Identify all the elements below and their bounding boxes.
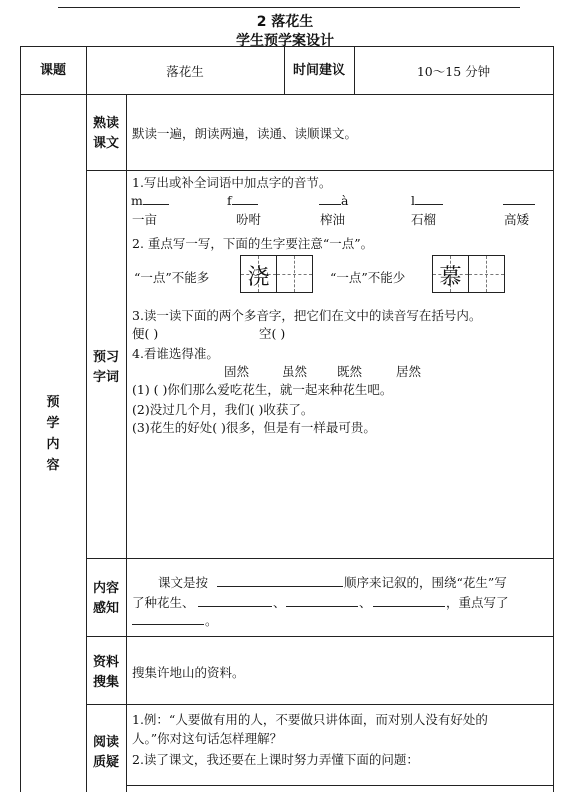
- choice-1: 固然: [224, 364, 250, 379]
- polyphone-2[interactable]: 空( ): [259, 326, 286, 341]
- row-label-yuedu: 阅读 质疑: [92, 735, 119, 770]
- neirong-blank-1[interactable]: [217, 586, 343, 587]
- pinyin-3: à: [319, 192, 348, 208]
- neirong-blank-2[interactable]: [198, 606, 272, 607]
- word-2: 吩咐: [236, 212, 262, 227]
- note-b: “一点”不能少: [330, 270, 406, 285]
- shudu-text: 默读一遍，朗读两遍，读通、读顺课文。: [132, 126, 358, 141]
- header-rule: [58, 7, 520, 8]
- q1-text: 1.写出或补全词语中加点字的音节。: [132, 175, 332, 190]
- row-label-ziliao: 资料 搜集: [92, 655, 119, 690]
- q4-text: 4.看谁选得准。: [132, 346, 219, 361]
- page-title: 学生预学案设计: [236, 33, 334, 49]
- word-1: 一亩: [132, 212, 158, 227]
- word-3: 榨油: [320, 212, 346, 227]
- writing-box-a: 浇: [240, 255, 277, 293]
- neirong-d: ，重点写了: [446, 595, 509, 610]
- row-label-shudu: 熟读 课文: [92, 116, 119, 151]
- neirong-blank-3[interactable]: [286, 606, 358, 607]
- writing-box-b: 慕: [432, 255, 469, 293]
- row-label-neirong: 内容 感知: [92, 581, 119, 616]
- note-a: “一点”不能多: [134, 270, 210, 285]
- pinyin-2: f: [227, 192, 258, 208]
- pinyin-5: [503, 192, 535, 208]
- word-5: 高矮: [504, 212, 530, 227]
- row-label-yuxi: 预习 字词: [92, 350, 119, 385]
- q2-text: 2. 重点写一写，下面的生字要注意“一点”。: [132, 236, 374, 251]
- neirong-a: 课文是按: [158, 575, 209, 590]
- ziliao-text: 搜集许地山的资料。: [132, 665, 245, 680]
- choice-2: 虽然: [282, 364, 308, 379]
- section-label: 预 学 内 容: [46, 395, 60, 473]
- neirong-sep-1: 、: [273, 595, 286, 610]
- polyphone-1[interactable]: 便( ): [132, 326, 159, 341]
- q3-text: 3.读一读下面的两个多音字，把它们在文中的读音写在括号内。: [132, 308, 482, 323]
- neirong-end: 。: [205, 613, 218, 628]
- fill-3[interactable]: (3)花生的好处( )很多，但是有一样最可贵。: [132, 420, 376, 435]
- word-4: 石榴: [411, 212, 437, 227]
- yuedu-line-2: 人。”你对这句话怎样理解？: [132, 731, 283, 746]
- fill-2[interactable]: (2)没过几个月，我们( )收获了。: [132, 402, 314, 417]
- neirong-c: 了种花生、: [132, 595, 195, 610]
- choice-3: 既然: [337, 364, 363, 379]
- choice-4: 居然: [396, 364, 422, 379]
- topic-value: 落花生: [166, 64, 204, 79]
- time-value: 10～15 分钟: [416, 64, 491, 79]
- topic-label: 课题: [39, 63, 66, 78]
- lesson-title: 2 落花生: [256, 14, 314, 30]
- neirong-blank-4[interactable]: [373, 606, 445, 607]
- neirong-blank-5[interactable]: [132, 624, 204, 625]
- writing-box-a-blank[interactable]: [276, 255, 313, 293]
- pinyin-4: l: [411, 192, 443, 208]
- time-label: 时间建议: [292, 63, 345, 78]
- yuedu-line-3: 2.读了课文，我还要在上课时努力弄懂下面的问题：: [132, 752, 419, 767]
- pinyin-1: m: [131, 192, 169, 208]
- neirong-b: 顺序来记叙的，围绕“花生”写: [344, 575, 507, 590]
- neirong-sep-2: 、: [359, 595, 372, 610]
- yuedu-line-1: 1.例：“人要做有用的人，不要做只讲体面，而对别人没有好处的: [132, 712, 488, 727]
- writing-box-b-blank[interactable]: [468, 255, 505, 293]
- fill-1[interactable]: (1) ( )你们那么爱吃花生，就一起来种花生吧。: [132, 382, 393, 397]
